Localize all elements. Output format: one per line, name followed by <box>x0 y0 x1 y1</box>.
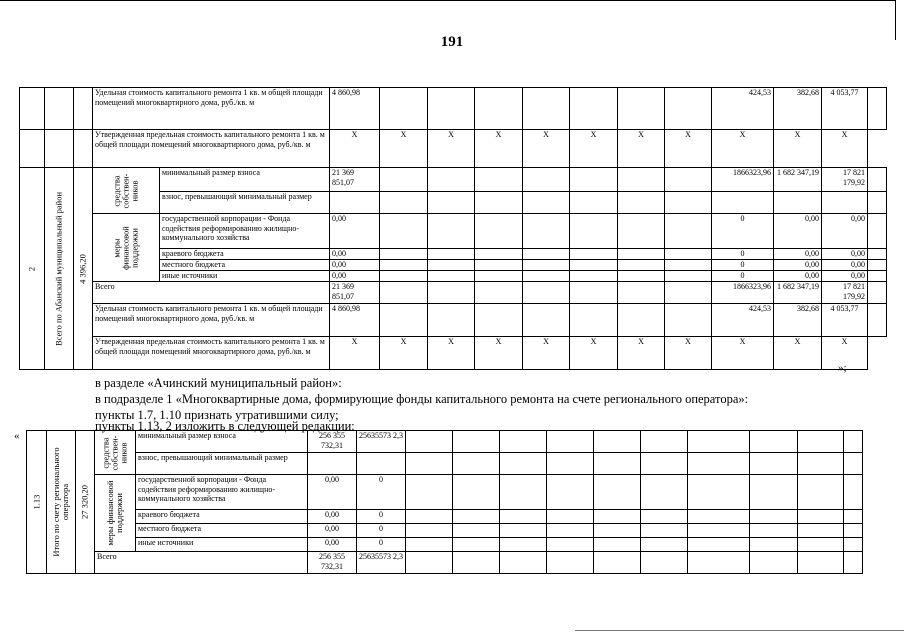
cell-value: 17 821 179,92 <box>822 282 868 304</box>
cell-x: Х <box>822 337 868 370</box>
opening-quote: « <box>14 430 20 442</box>
amendment-paragraph: в подразделе 1 «Многоквартирные дома, формирующие фонды капитального ремонта на счете регионального оператора»: <box>95 392 749 406</box>
row-label: местного бюджета <box>160 260 330 271</box>
table-row <box>27 453 863 475</box>
row-label: государственной корпорации - Фонда содействия реформированию жилищно-коммунального хозяйства <box>160 214 330 249</box>
cell-value: 0,00 <box>308 510 357 524</box>
table-row <box>27 510 863 524</box>
cell-value: 0,00 <box>822 260 868 271</box>
table-row <box>20 304 887 337</box>
table-new-edition <box>26 430 863 574</box>
cell-x: Х <box>822 130 868 168</box>
group-owners: средства собствен-ников <box>95 431 136 475</box>
row-label: Утвержденная предельная стоимость капитального ремонта 1 кв. м общей площади помещений многоквартирного дома, руб./кв. м <box>93 130 330 168</box>
row-label: Утвержденная предельная стоимость капитального ремонта 1 кв. м общей площади помещений многоквартирного дома, руб./кв. м <box>93 337 330 370</box>
group-support: меры финансовой поддержки <box>93 214 160 282</box>
cell-value: 382,68 <box>774 88 822 130</box>
cell-x: Х <box>428 337 475 370</box>
cell-x: Х <box>475 337 523 370</box>
cell-value: 424,53 <box>712 88 774 130</box>
cell-x: Х <box>618 337 665 370</box>
cell-value: 0,00 <box>822 249 868 260</box>
cell-value: 4 053,77 <box>822 88 868 130</box>
cell-value: 25635573 2,3 <box>357 431 406 453</box>
cell-value: 0 <box>712 260 774 271</box>
table-row <box>20 88 887 130</box>
closing-quote: »; <box>838 362 847 374</box>
cell-value: 4 053,77 <box>822 304 868 337</box>
cell-x: Х <box>570 130 618 168</box>
table-row <box>20 337 887 370</box>
cell-value: 256 355 732,31 <box>308 431 357 453</box>
area-value: 4 396,20 <box>74 168 93 370</box>
row-label: Всего <box>95 552 308 574</box>
page-number: 191 <box>440 34 464 50</box>
row-number: 2 <box>20 168 45 370</box>
cell-value: 1 682 347,19 <box>774 282 822 304</box>
cell-value: 382,68 <box>774 304 822 337</box>
cell-value: 0 <box>357 524 406 538</box>
table-row <box>27 475 863 510</box>
cell-value: 0,00 <box>330 260 380 271</box>
area-value: 27 320,20 <box>76 431 95 574</box>
cell-x: Х <box>330 337 380 370</box>
table-row <box>27 524 863 538</box>
cell-value: 17 821 179,92 <box>822 168 868 192</box>
amendment-paragraph: пункты 1.7, 1.10 признать утратившими силу; <box>95 408 339 422</box>
cell-value: 0 <box>712 214 774 249</box>
account-name: Итого по счету регионального оператора <box>47 431 76 574</box>
cell-value: 1866323,96 <box>712 168 774 192</box>
row-label: взнос, превышающий минимальный размер <box>160 192 330 214</box>
district-name: Всего по Абанский муниципальный район <box>45 168 74 370</box>
cell-value: 256 355 732,31 <box>308 552 357 574</box>
cell-value: 0,00 <box>774 271 822 282</box>
table-row <box>20 130 887 168</box>
amendment-paragraph: в разделе «Ачинский муниципальный район»: <box>95 376 342 390</box>
cell-x: Х <box>570 337 618 370</box>
cell-x: Х <box>665 130 712 168</box>
page-bottom-edge <box>575 630 904 631</box>
cell-x: Х <box>475 130 523 168</box>
cell-value: 21 369 851,07 <box>330 168 380 192</box>
cell-x: Х <box>618 130 665 168</box>
cell-value: 4 860,98 <box>330 304 380 337</box>
cell-x: Х <box>712 337 774 370</box>
cell-value: 1866323,96 <box>712 282 774 304</box>
cell-value: 21 369 851,07 <box>330 282 380 304</box>
cell-value: 0,00 <box>308 475 357 510</box>
row-label: Удельная стоимость капитального ремонта 1 кв. м общей площади помещений многоквартирного дома, руб./кв. м <box>93 88 330 130</box>
group-owners: средства собствен-ников <box>93 168 160 214</box>
cell-value: 0,00 <box>330 214 380 249</box>
cell-x: Х <box>712 130 774 168</box>
cell-value: 0 <box>712 271 774 282</box>
row-label: местного бюджета <box>136 524 308 538</box>
cell-value: 0 <box>712 249 774 260</box>
cell-x: Х <box>380 337 428 370</box>
cell-value: 0,00 <box>308 524 357 538</box>
cell-value: 0,00 <box>774 249 822 260</box>
cell-x: Х <box>774 337 822 370</box>
table-row <box>20 214 887 249</box>
cell-value: 0 <box>357 475 406 510</box>
cell-value: 25635573 2,3 <box>357 552 406 574</box>
cell-value: 0,00 <box>822 271 868 282</box>
row-label: минимальный размер взноса <box>136 431 308 453</box>
row-label: взнос, превышающий минимальный размер <box>136 453 308 475</box>
cell-value: 0,00 <box>822 214 868 249</box>
row-label: Всего <box>93 282 330 304</box>
cell-value: 0,00 <box>774 214 822 249</box>
cell-value: 0,00 <box>330 271 380 282</box>
cell-x: Х <box>330 130 380 168</box>
row-label: краевого бюджета <box>136 510 308 524</box>
row-label: минимальный размер взноса <box>160 168 330 192</box>
cell-value: 0 <box>357 538 406 552</box>
cell-x: Х <box>428 130 475 168</box>
cell-value: 424,53 <box>712 304 774 337</box>
row-label: иные источники <box>160 271 330 282</box>
cell-value: 4 860,98 <box>330 88 380 130</box>
cell-value: 0,00 <box>308 538 357 552</box>
table-row <box>27 431 863 453</box>
table-row <box>27 552 863 574</box>
table-row <box>27 538 863 552</box>
amendment-paragraph: пункты 1.13, 2 изложить в следующей редакции: <box>95 419 355 433</box>
table-continuation <box>19 87 887 370</box>
cell-x: Х <box>523 337 570 370</box>
row-label: иные источники <box>136 538 308 552</box>
row-label: государственной корпорации - Фонда содействия реформированию жилищно-коммунального хозяйства <box>136 475 308 510</box>
row-number: 1.13 <box>27 431 47 574</box>
cell-value: 0 <box>357 510 406 524</box>
page-top-edge <box>0 0 896 1</box>
table-row <box>20 168 887 192</box>
row-label: краевого бюджета <box>160 249 330 260</box>
cell-x: Х <box>774 130 822 168</box>
cell-value: 0,00 <box>330 249 380 260</box>
cell-x: Х <box>523 130 570 168</box>
cell-x: Х <box>380 130 428 168</box>
table-row <box>20 282 887 304</box>
cell-x: Х <box>665 337 712 370</box>
cell-value: 1 682 347,19 <box>774 168 822 192</box>
row-label: Удельная стоимость капитального ремонта 1 кв. м общей площади помещений многоквартирного дома, руб./кв. м <box>93 304 330 337</box>
cell-value: 0,00 <box>774 260 822 271</box>
group-support: меры финансовой поддержки <box>95 475 136 552</box>
